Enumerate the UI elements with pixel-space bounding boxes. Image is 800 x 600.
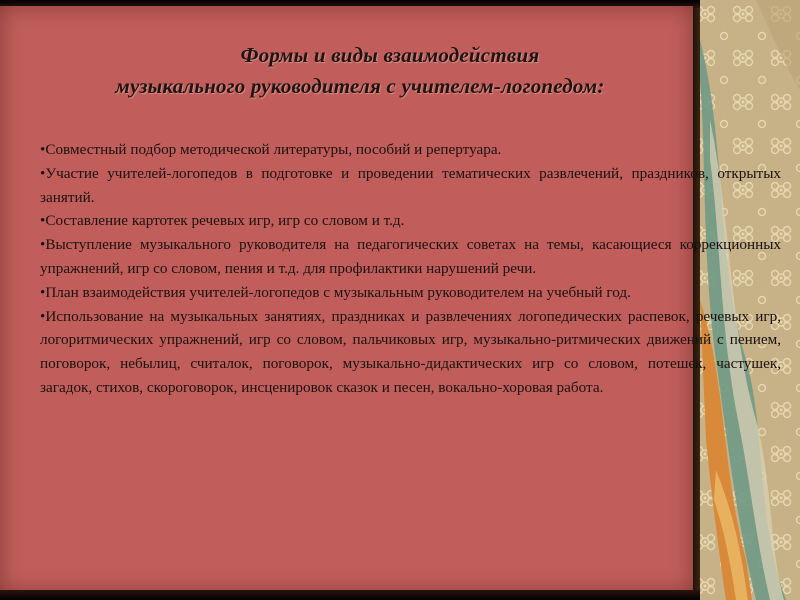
title-line-2: музыкального руководителя с учителем-логопедом: [115,74,605,98]
bullet-text: Выступление музыкального руководителя на педагогических советах на темы, касающиеся коррекционных упражнений, игр со словом, пения и т.д. для профилактики нарушений речи. [40,236,781,277]
frame-bottom [0,590,700,600]
list-item [40,305,781,400]
bullet-marker: • [40,236,46,254]
list-item [40,209,781,233]
bullet-list [40,138,781,400]
bullet-marker: • [40,283,46,301]
list-item [40,281,781,305]
bullet-text: Участие учителей-логопедов в подготовке и проведении тематических развлечений, праздников, открытых занятий. [40,164,781,206]
bullet-marker: • [40,212,46,230]
list-item [40,233,781,281]
bullet-marker: • [40,141,46,158]
bullet-text: Использование на музыкальных занятиях, праздниках и развлечениях логопедических распевок, речевых игр, логоритмических упражнений, игр со словом, пальчиковых игр, музыкально-ритмических движений с пением, поговорок, небылиц, считалок, поговорок, музыкально-дидактических игр со словом, потешек, частушек, загадок, стихов, скороговорок, инсценировок сказок и песен, вокально-хоровая работа. [40,307,781,396]
bullet-text: Совместный подбор методической литературы, пособий и репертуара. [45,141,502,158]
list-item [40,138,781,162]
bullet-text: План взаимодействия учителей-логопедов с музыкальным руководителем на учебный год. [45,283,631,301]
title-line-1: Формы и виды взаимодействия [240,43,540,67]
bullet-text: Составление картотек речевых игр, игр со словом и т.д. [45,212,405,230]
list-item [40,162,781,210]
bullet-marker: • [40,164,46,182]
slide-title [30,40,750,102]
bullet-marker: • [40,307,46,325]
